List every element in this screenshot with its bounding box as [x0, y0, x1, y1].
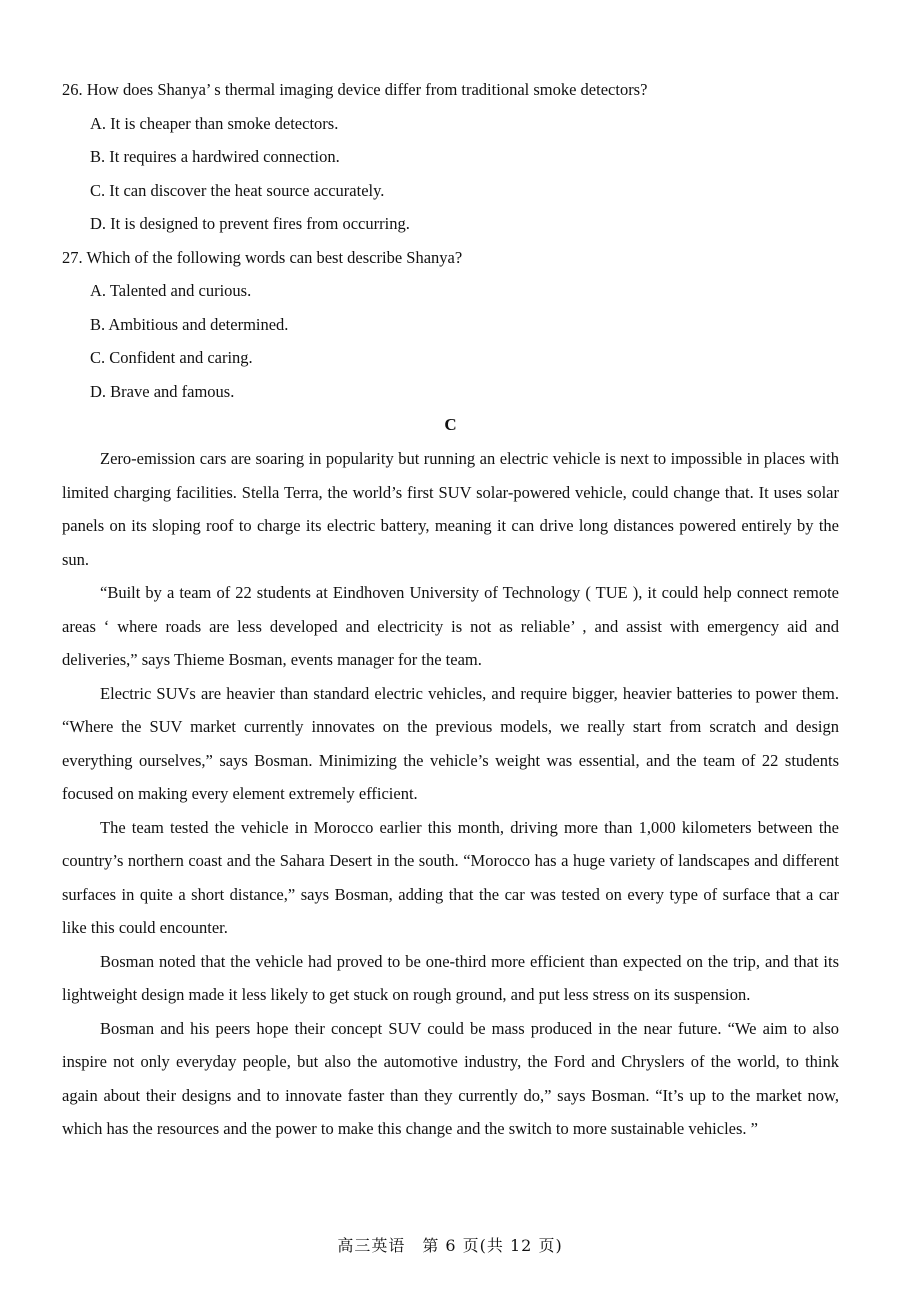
passage-paragraph: The team tested the vehicle in Morocco earlier this month, driving more than 1,000 kilometers between the country’s northern coast and the Sahara Desert in the south. “Morocco has a huge variety of landscapes and different surfaces in quite a short distance,” says Bosman, adding that the car was tested on every type of surface that a car like this could encounter.: [62, 817, 839, 937]
option-a: A. It is cheaper than smoke detectors.: [90, 113, 339, 133]
exam-page: [62, 73, 839, 1146]
passage-paragraph: Bosman noted that the vehicle had proved to be one-third more efficient than expected on the trip, and that its lightweight design made it less likely to get stuck on rough ground, and put less stress on its suspension.: [62, 951, 839, 1004]
reading-passage: [62, 442, 839, 1146]
passage-paragraph: “Built by a team of 22 students at Eindhoven University of Technology ( TUE ), it could help connect remote areas ‘ where roads are less developed and electricity is not as reliable’ , and assist with emergency aid and deliveries,” says Thieme Bosman, events manager for the team.: [62, 583, 839, 669]
option-c: C. It can discover the heat source accurately.: [90, 180, 385, 200]
section-title: C: [444, 415, 457, 434]
option-b: B. Ambitious and determined.: [90, 314, 289, 334]
question-stem: 26. How does Shanya’ s thermal imaging device differ from traditional smoke detectors?: [62, 80, 648, 99]
option-d: D. It is designed to prevent fires from occurring.: [90, 214, 410, 233]
option-b: B. It requires a hardwired connection.: [90, 147, 340, 166]
option-d: D. Brave and famous.: [90, 381, 235, 401]
option-c: C. Confident and caring.: [90, 348, 253, 367]
question-stem: 27. Which of the following words can best describe Shanya?: [62, 247, 463, 267]
question-26: [62, 73, 839, 241]
passage-paragraph: Electric SUVs are heavier than standard electric vehicles, and require bigger, heavier batteries to power them. “Where the SUV market currently innovates on the previous models, we really start from scratch and design everything ourselves,” says Bosman. Minimizing the vehicle’s weight was essential, and the team of 22 students focused on making every element extremely efficient.: [62, 683, 839, 803]
option-a: A. Talented and curious.: [90, 281, 252, 300]
question-27: [62, 241, 839, 409]
page-footer: 高三英语 第 6 页(共 12 页): [337, 1236, 563, 1255]
passage-paragraph: Zero-emission cars are soaring in popularity but running an electric vehicle is next to impossible in places with limited charging facilities. Stella Terra, the world’s first SUV solar-powered vehicle, could change that. It uses solar panels on its sloping roof to charge its electric battery, meaning it can drive long distances powered entirely by the sun.: [62, 449, 839, 569]
passage-paragraph: Bosman and his peers hope their concept SUV could be mass produced in the near future. “We aim to also inspire not only everyday people, but also the automotive industry, the Ford and Chryslers of the world, to think again about their designs and to innovate faster than they currently do,” says Bosman. “It’s up to the market now, which has the resources and the power to make this change and the switch to more sustainable vehicles. ”: [62, 1018, 839, 1138]
